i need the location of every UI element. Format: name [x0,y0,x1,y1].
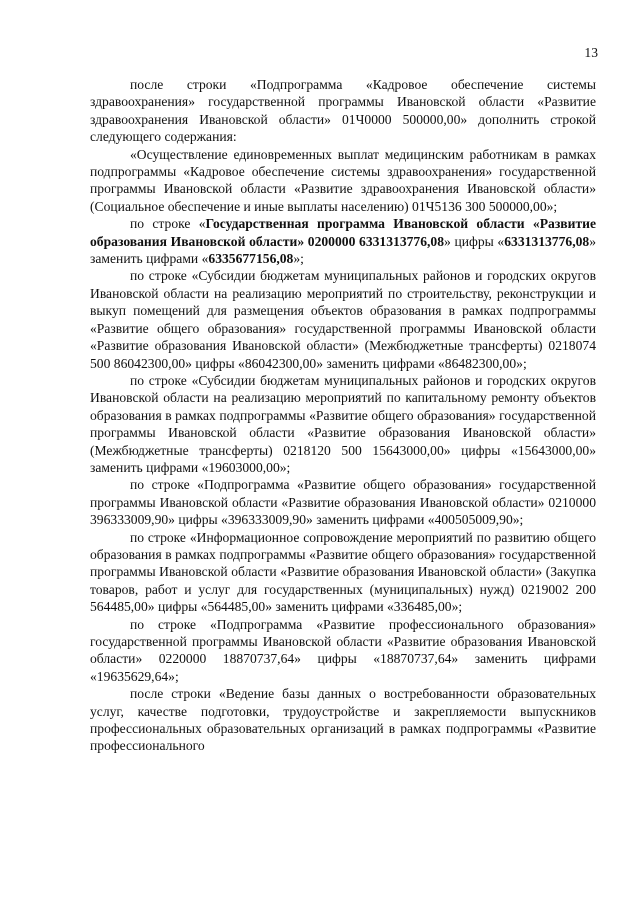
bold-text-run: 6335677156,08 [208,251,294,267]
text-run: «Осуществление единовременных выплат медицинским работникам в рамках подпрограммы «Кадровое обеспечение системы здравоохранения» государственной программы Ивановской области «Развитие здравоохранения Ивановской области» (Социальное обеспечение и иные выплаты населению) 01Ч5136 300 500000,00»; [90,146,596,214]
document-body [90,76,596,755]
paragraph [90,529,596,616]
text-run: по строке «Информационное сопровождение мероприятий по развитию общего образования в рамках подпрограммы «Развитие общего образования» государственной программы Ивановской области «Развитие образования Ивановской области» (Закупка товаров, работ и услуг для государственных (муниципальных) нужд) 0219002 200 564485,00» цифры «564485,00» заменить цифрами «336485,00»; [90,529,596,615]
paragraph [90,146,596,216]
text-run: по строке «Подпрограмма «Развитие общего образования» государственной программы Ивановской области «Развитие образования Ивановской области» 0210000 396333009,90» цифры «396333009,90» заменить цифрами «400505009,90»; [90,477,596,528]
text-run: » заменить цифрами « [90,233,596,267]
bold-text-run: Государственная программа Ивановской области «Развитие образования Ивановской области» 0200000 6331313776,08 [90,216,597,249]
paragraph [90,616,596,686]
paragraph [90,476,596,528]
page-number: 13 [584,45,598,60]
text-run: после строки «Ведение базы данных о востребованности образовательных услуг, качестве подготовки, трудоустройстве и закрепляемости выпускников профессиональных образовательных организаций в рамках подпрограммы «Развитие профессионального [90,686,596,754]
paragraph [90,267,596,371]
text-run: после строки «Подпрограмма «Кадровое обеспечение системы здравоохранения» государственной программы Ивановской области «Развитие здравоохранения Ивановской области» 01Ч0000 500000,00» дополнить строкой следующего содержания: [90,77,596,145]
text-run: »; [293,251,304,267]
paragraph [90,372,596,476]
paragraph [90,215,596,267]
text-run: » цифры « [444,233,505,249]
text-run: по строке «Подпрограмма «Развитие профессионального образования» государственной программы Ивановской области «Развитие образования Ивановской области» 0220000 18870737,64» цифры «18870737,64» заменить цифрами «19635629,64»; [90,616,596,684]
paragraph [90,685,596,755]
text-run: по строке « [130,216,206,232]
text-run: по строке «Субсидии бюджетам муниципальных районов и городских округов Ивановской области на реализацию мероприятий по строительству, реконструкции и выкуп помещений для размещения объектов образования в рамках подпрограммы «Развитие общего образования» государственной программы Ивановской области «Развитие образования Ивановской области» (Межбюджетные трансферты) 0218074 500 86042300,00» цифры «86042300,00» заменить цифрами «86482300,00»; [90,268,596,371]
text-run: по строке «Субсидии бюджетам муниципальных районов и городских округов Ивановской области на реализацию мероприятий по капитальному ремонту объектов образования в рамках подпрограммы «Развитие общего образования» государственной программы Ивановской области «Развитие образования Ивановской области» (Межбюджетные трансферты) 0218120 500 15643000,00» цифры «15643000,00» заменить цифрами «19603000,00»; [90,372,596,475]
paragraph [90,76,596,146]
bold-text-run: 6331313776,08 [504,233,590,249]
